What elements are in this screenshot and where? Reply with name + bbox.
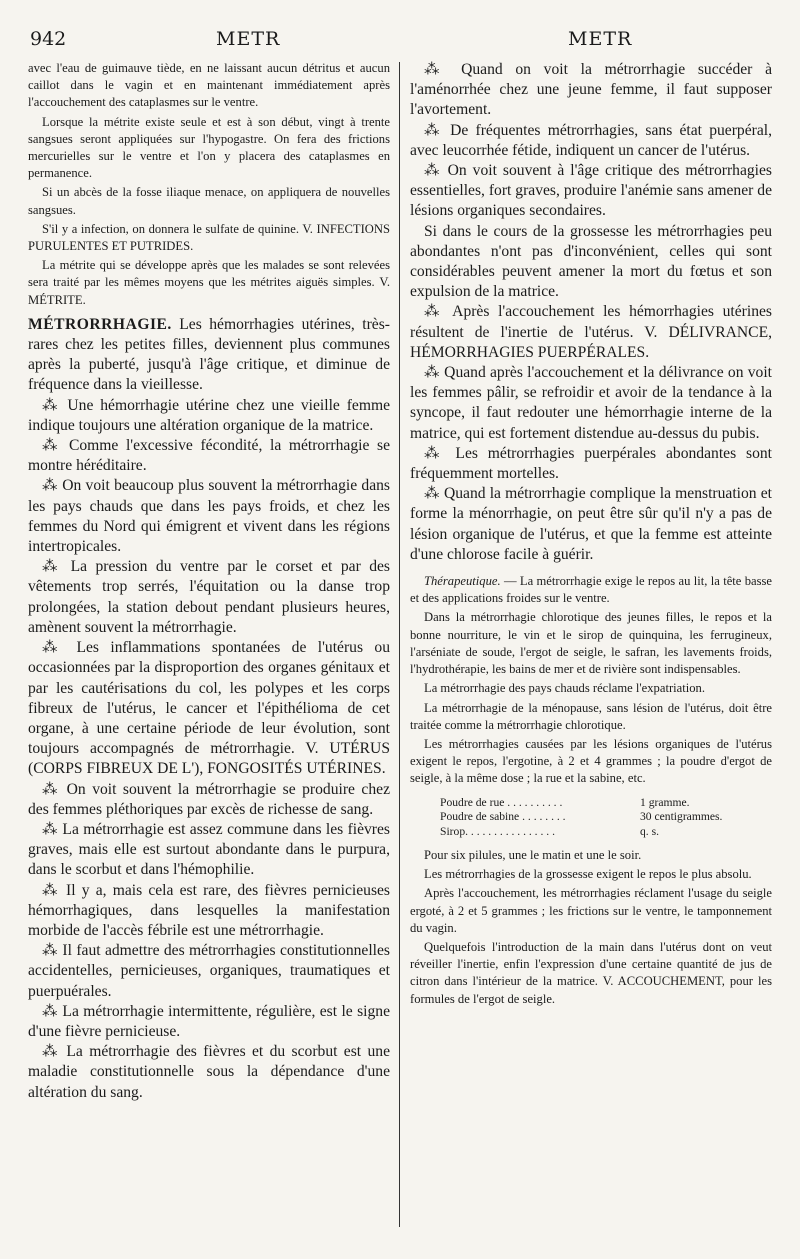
recipe-item: Poudre de rue . . . . . . . . . .: [440, 795, 563, 809]
recipe-row: [440, 810, 722, 825]
paragraph: ⁂ Les inflammations spontanées de l'utérus ou occasionnées par la disproportion des organes génitaux et par les cautérisations du col, les polypes et les corps fibreux de l'utérus, le cancer et l'épithélioma de cet organe, à une certaine période de leur évolution, sont toujours accompagnés de métrorrhagie. V. UTÉRUS (CORPS FIBREUX DE L'), FONGOSITÉS UTÉRINES.: [28, 639, 390, 778]
recipe-amount: 1 gramme.: [640, 795, 690, 809]
paragraph: Lorsque la métrite existe seule et est à son début, vingt à trente sangsues seront appliquées sur l'hypogastre. On fera des frictions mercurielles sur le ventre et l'on y placera des cataplasmes en permanence.: [28, 114, 390, 181]
entry-paragraph: [28, 315, 390, 396]
recipe-amount: 30 centigrammes.: [640, 810, 723, 824]
paragraph: ⁂ Après l'accouchement les hémorrhagies utérines résultent de l'inertie de l'utérus. V. DÉLIVRANCE, HÉMORRHAGIES PUERPÉRALES.: [410, 303, 772, 361]
recipe-row: [440, 796, 722, 811]
therapeutique-label: Thérapeutique.: [424, 574, 501, 589]
paragraph: La métrorrhagie de la ménopause, sans lésion de l'utérus, doit être traitée comme la métrorrhagie chlorotique.: [410, 700, 772, 732]
paragraph: Après l'accouchement, les métrorrhagies réclament l'usage du seigle ergoté, à 2 et 5 grammes ; les frictions sur le ventre, le tamponnement du vagin.: [410, 886, 772, 935]
paragraph: ⁂ La métrorrhagie intermittente, régulière, est le signe d'une fièvre pernicieuse.: [28, 1002, 390, 1040]
paragraph: ⁂ La métrorrhagie des fièvres et du scorbut est une maladie constitutionnelle sous la dépendance d'une altération du sang.: [28, 1043, 390, 1101]
paragraph: ⁂ La pression du ventre par le corset et par des vêtements trop serrés, l'équitation ou la danse trop prolongées, la station debout pendant plusieurs heures, amènent souvent la métrorrhagie.: [28, 558, 390, 636]
left-column: [28, 60, 390, 1103]
paragraph: ⁂ Comme l'excessive fécondité, la métrorrhagie se montre héréditaire.: [28, 437, 390, 475]
paragraph: La métrorrhagie des pays chauds réclame l'expatriation.: [424, 681, 705, 696]
paragraph: Pour six pilules, une le matin et une le soir.: [424, 848, 642, 863]
recipe-item: Sirop. . . . . . . . . . . . . . . .: [440, 824, 555, 838]
paragraph: S'il y a infection, on donnera le sulfate de quinine. V. INFECTIONS PURULENTES ET PUTRIDES.: [28, 221, 390, 254]
paragraph: Quelquefois l'introduction de la main dans l'utérus dont on veut réveiller l'inertie, enfin l'expression d'une certaine quantité de jus de citron dans l'intérieur de la matrice. V. ACCOUCHEMENT, pour les formules de l'ergot de seigle.: [410, 940, 772, 1006]
paragraph: ⁂ La métrorrhagie est assez commune dans les fièvres graves, mais elle est surtout abondante dans le purpura, dans le scorbut et dans l'hémophilie.: [28, 820, 390, 879]
paragraph: ⁂ De fréquentes métrorrhagies, sans état puerpéral, avec leucorrhée fétide, indiquent un cancer de l'utérus.: [410, 121, 772, 159]
entry-headword: MÉTRORRHAGIE.: [28, 315, 172, 333]
paragraph: ⁂ Il faut admettre des métrorrhagies constitutionnelles accidentelles, pernicieuses, organiques, traumatiques et puerpuérales.: [28, 942, 390, 1000]
entry-text: Les hémorrhagies utérines, très-rares chez les petites filles, deviennent plus communes après la puberté, jusqu'à l'âge critique, et diminue de fréquence dans la vieillesse.: [28, 315, 390, 394]
paragraph: ⁂ Quand après l'accouchement et la délivrance on voit les femmes pâlir, se refroidir et avoir de la tendance à la syncope, il faut redouter une hémorrhagie interne de la matrice, qui est fortement distendue au-dessus du pubis.: [410, 364, 772, 442]
therapeutique-paragraph: [410, 573, 772, 607]
page-number: 942: [30, 28, 67, 50]
paragraph: ⁂ Quand la métrorrhagie complique la menstruation et forme la ménorrhagie, on peut être sûr qu'il n'y a pas de lésion organique de l'utérus, et que la femme est atteinte d'une chlorose facile à guérir.: [410, 485, 772, 563]
running-head-left: METR: [216, 28, 281, 50]
paragraph: ⁂ Il y a, mais cela est rare, des fièvres pernicieuses hémorrhagiques, dans lesquelles la manifestation morbide de l'accès fébrile est une métrorrhagie.: [28, 881, 390, 939]
right-column: [410, 60, 772, 1010]
paragraph: La métrite qui se développe après que les malades se sont relevées sera traité par les mêmes moyens que les métrites aiguës simples. V. MÉTRITE.: [28, 258, 390, 307]
paragraph: avec l'eau de guimauve tiède, en ne laissant aucun détritus et aucun caillot dans le vagin et en maintenant immédiatement après l'accouchement des cataplasmes sur le ventre.: [28, 61, 390, 110]
paragraph: Les métrorrhagies causées par les lésions organiques de l'utérus exigent le repos, l'ergotine, à 2 et 4 grammes ; la poudre d'ergot de seigle, à la même dose ; la rue et la sabine, etc.: [410, 736, 772, 786]
paragraph: Si un abcès de la fosse iliaque menace, on appliquera de nouvelles sangsues.: [28, 185, 390, 217]
recipe-item: Poudre de sabine . . . . . . . .: [440, 810, 566, 824]
running-head-right: METR: [568, 28, 633, 50]
recipe-table: [440, 796, 722, 840]
page-header: [30, 28, 780, 54]
recipe-amount: q. s.: [640, 824, 660, 838]
paragraph: ⁂ On voit souvent à l'âge critique des métrorrhagies essentielles, fort graves, produire l'anémie sans amener de lésions organiques secondaires.: [410, 162, 772, 220]
paragraph: ⁂ On voit beaucoup plus souvent la métrorrhagie dans les pays chauds que dans les pays froids, et chez les femmes du Nord qui émigrent et vivent dans les régions intertropicales.: [28, 477, 390, 556]
therapeutique-text: — La métrorrhagie exige le repos au lit, la tête basse et des applications froides sur le ventre.: [410, 574, 772, 606]
paragraph: ⁂ On voit souvent la métrorrhagie se produire chez des femmes pléthoriques par excès de richesse de sang.: [28, 780, 390, 818]
paragraph: Dans la métrorrhagie chlorotique des jeunes filles, le repos et la bonne nourriture, le vin et le sirop de quinquina, les ferrugineux, l'arséniate de soude, l'ergot de seigle, le safran, les lavements froids, l'hydrothérapie, les bains de mer et de rivière sont indispensables.: [410, 610, 772, 677]
paragraph: ⁂ Quand on voit la métrorrhagie succéder à l'aménorrhée chez une jeune femme, il faut supposer l'avortement.: [410, 61, 772, 119]
column-divider: [399, 62, 400, 1227]
paragraph: ⁂ Les métrorrhagies puerpérales abondantes sont fréquemment mortelles.: [410, 444, 772, 483]
paragraph: ⁂ Une hémorrhagie utérine chez une vieille femme indique toujours une altération organique de la matrice.: [28, 396, 390, 434]
paragraph: Les métrorrhagies de la grossesse exigent le repos le plus absolu.: [424, 867, 752, 882]
paragraph: Si dans le cours de la grossesse les métrorrhagies peu abondantes n'ont pas d'inconvénient, celles qui sont considérables peuvent amener la mort du fœtus et son expulsion de la matrice.: [410, 222, 772, 301]
recipe-row: [440, 825, 722, 840]
